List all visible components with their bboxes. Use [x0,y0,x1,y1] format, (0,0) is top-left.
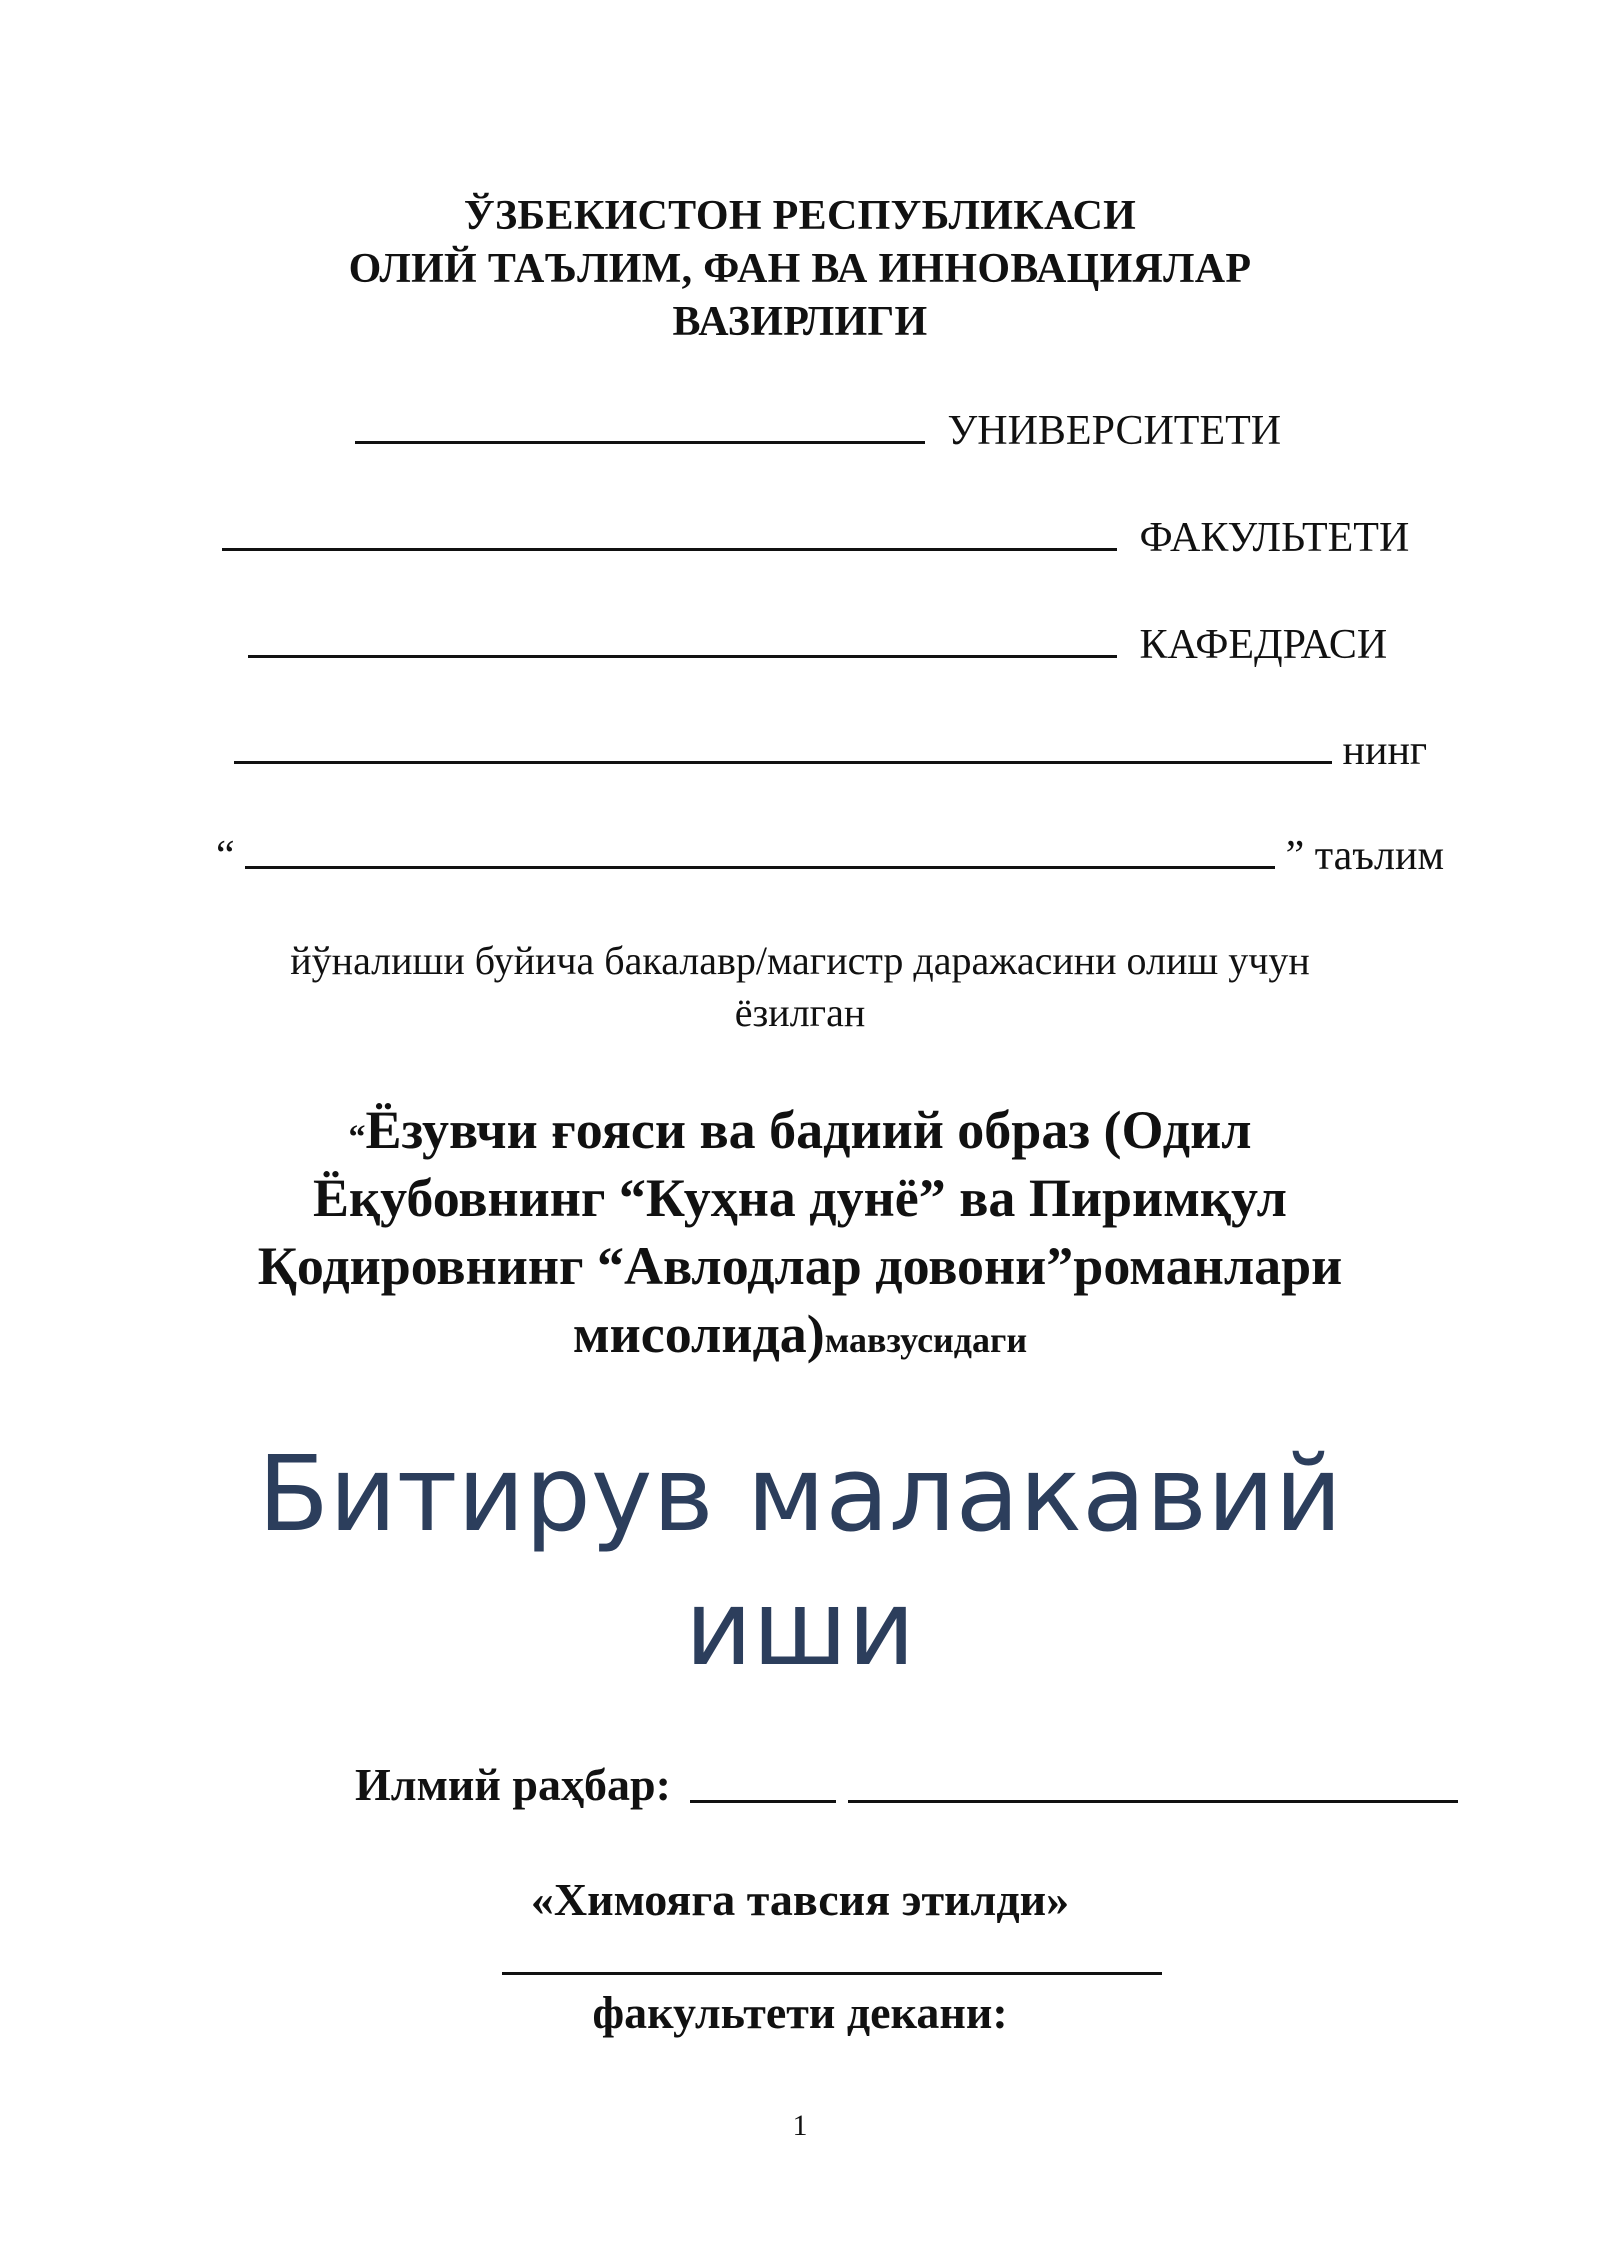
supervisor-blank-short [690,1800,836,1803]
dean-blank [502,1972,1162,1975]
direction-line-1: йўналиши буйича бакалавр/магистр даражасини олиш учун [290,938,1310,983]
topic-open-quote: “ [348,1119,366,1156]
faculty-blank [222,512,1117,551]
topic-line-1-text: Ёзувчи ғояси ва бадиий образ (Одил [365,1100,1252,1160]
possessive-suffix: нинг [1342,728,1428,774]
university-blank [355,405,925,444]
topic-suffix: мавзусидаги [824,1320,1028,1360]
department-row [248,619,1387,670]
topic-line-1 [0,1096,1600,1172]
specialty-row [216,830,1444,881]
specialty-open-quote: “ [216,833,235,879]
ministry-line-1: ЎЗБЕКИСТОН РЕСПУБЛИКАСИ [463,193,1137,239]
defense-recommendation: «Химояга тавсия этилди» [530,1874,1070,1925]
work-type-line-2: иши [684,1567,916,1689]
name-row [234,725,1427,776]
department-blank [248,619,1117,658]
department-label: КАФЕДРАСИ [1139,622,1388,668]
supervisor-blank-long [848,1800,1458,1803]
supervisor-row [355,1757,671,1813]
topic-line-2: Ёқубовнинг “Куҳна дунё” ва Пиримқул [313,1168,1287,1228]
direction-line-2: ёзилган [734,990,866,1035]
dean-label: факультети декани: [592,1987,1008,2038]
work-type-line-1: Битирув малакавий [257,1433,1343,1555]
topic-line-3: Қодировнинг “Авлодлар довони”романлари [257,1236,1343,1296]
name-blank [234,725,1332,764]
university-row [355,405,1281,456]
supervisor-label: Илмий раҳбар: [355,1759,671,1810]
faculty-label: ФАКУЛЬТЕТИ [1139,515,1410,561]
page-number: 1 [792,2109,808,2142]
specialty-blank [245,830,1275,869]
topic-line-4 [0,1300,1600,1374]
topic-line-4-main: мисолида) [572,1304,825,1364]
faculty-row [222,512,1409,563]
university-label: УНИВЕРСИТЕТИ [947,408,1282,454]
ministry-line-2: ОЛИЙ ТАЪЛИМ, ФАН ВА ИННОВАЦИЯЛАР [348,246,1252,292]
specialty-label: ” таълим [1285,833,1445,879]
ministry-line-3: ВАЗИРЛИГИ [672,299,928,345]
